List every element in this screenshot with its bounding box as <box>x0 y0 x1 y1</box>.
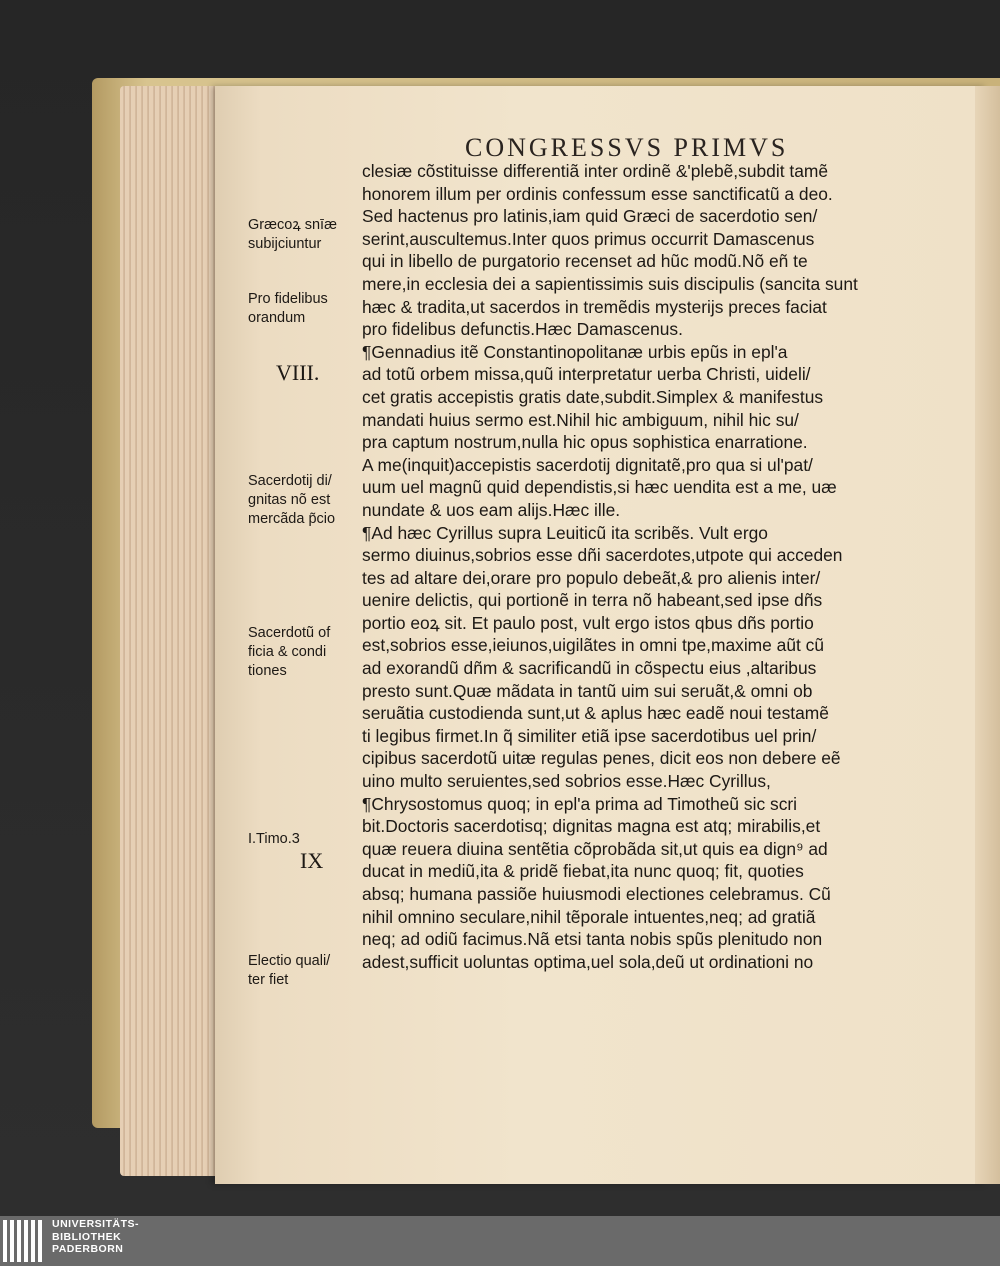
text-line: quæ reuera diuina sentẽtia cõprobãda sit,ut quis ea dign⁹ ad <box>362 838 828 859</box>
text-line: ¶Gennadius itẽ Constantinopolitanæ urbis epũs in epl'a <box>362 341 788 362</box>
text-line: pra captum nostrum,nulla hic opus sophistica enarratione. <box>362 432 808 453</box>
text-line: serint,auscultemus.Inter quos primus occurrit Damascenus <box>362 228 815 249</box>
chapter-number: VIII. <box>276 360 320 385</box>
page-edges <box>120 86 230 1176</box>
text-line: neq; ad odiũ facimus.Nã etsi tanta nobis spũs plenitudo non <box>362 929 823 950</box>
text-line: hæc & tradita,ut sacerdos in tremẽdis mysterijs preces faciat <box>362 296 827 317</box>
text-line: bit.Doctoris sacerdotisq; dignitas magna est atq; mirabilis,et <box>362 816 821 837</box>
text-line: nundate & uos eam alijs.Hæc ille. <box>362 499 621 520</box>
text-line: adest,sufficit uoluntas optima,uel sola,deũ ut ordinationi no <box>362 951 814 972</box>
text-line: presto sunt.Quæ mãdata in tantũ uim sui seruãt,& omni ob <box>362 680 813 701</box>
text-line: uino multo seruientes,sed sobrios esse.Hæc Cyrillus, <box>362 771 771 792</box>
margin-note: Sacerdotũ of ficia & condi tiones <box>248 625 331 679</box>
chapter-number: IX <box>300 848 324 873</box>
margin-note: Sacerdotij di/ gnitas nõ est mercãda p̃cio <box>248 473 336 527</box>
text-line: mandati huius sermo est.Nihil hic ambiguum, nihil hic su/ <box>362 409 799 430</box>
margin-note: Electio quali/ ter fiet <box>248 953 331 988</box>
text-line: ¶Chrysostomus quoq; in epl'a prima ad Timotheũ sic scri <box>362 793 798 814</box>
text-line: uenire delictis, qui portionẽ in terra nõ habeant,sed ipse dñs <box>362 590 823 611</box>
text-line: seruãtia custodienda sunt,ut & aplus hæc eadẽ noui testamẽ <box>362 703 829 724</box>
text-line: pro fidelibus defunctis.Hæc Damascenus. <box>362 319 683 340</box>
text-line: uum uel magnũ quid dependistis,si hæc uendita est a me, uæ <box>362 477 837 498</box>
text-line: ad totũ orbem missa,quũ interpretatur uerba Christi, uideli/ <box>362 364 811 385</box>
text-line: ¶Ad hæc Cyrillus supra Leuiticũ ita scribẽs. Vult ergo <box>362 522 768 543</box>
right-page-edge <box>975 86 1000 1184</box>
footer-bar <box>0 1216 1000 1266</box>
text-line: absq; humana passiõe huiusmodi electiones celebramus. Cũ <box>362 884 831 904</box>
text-line: est,sobrios esse,ieiunos,uigilãtes in omni tpe,maxime aũt cũ <box>362 635 825 656</box>
text-line: mere,in ecclesia dei a sapientissimis suis discipulis (sancita sunt <box>362 273 858 294</box>
main-text-block <box>362 160 910 973</box>
margin-note: Græcoꝝ snīæ subijciuntur <box>248 217 337 252</box>
text-line: clesiæ cõstituisse differentiã inter ordinẽ &'plebẽ,subdit tamẽ <box>362 161 829 181</box>
text-line: A me(inquit)accepistis sacerdotij dignitatẽ,pro qua si ul'pat/ <box>362 454 813 475</box>
text-line: Sed hactenus pro latinis,iam quid Græci de sacerdotio sen/ <box>362 206 818 227</box>
running-head: CONGRESSVS PRIMVS <box>465 133 789 162</box>
text-line: ducat in mediũ,ita & pridẽ fiebat,ita nunc quoq; fit, quoties <box>362 861 804 882</box>
text-line: sermo diuinus,sobrios esse dñi sacerdotes,utpote qui acceden <box>362 545 843 566</box>
library-name: UNIVERSITÄTS- BIBLIOTHEK PADERBORN <box>52 1218 140 1255</box>
text-line: cet gratis accepistis gratis date,subdit.Simplex & manifestus <box>362 386 824 407</box>
text-line: tes ad altare dei,orare pro populo debeãt,& pro alienis inter/ <box>362 567 821 588</box>
text-line: portio eoꝝ sit. Et paulo post, vult ergo istos qbus dñs portio <box>362 612 814 633</box>
text-line: nihil omnino seculare,nihil tẽporale intuentes,neq; ad gratiã <box>362 906 816 927</box>
margin-note: Pro fidelibus orandum <box>248 291 328 326</box>
text-line: ti legibus firmet.In q̃ similiter etiã ipse sacerdotibus uel prin/ <box>362 725 817 746</box>
text-line: honorem illum per ordinis confessum esse sanctificatũ a deo. <box>362 183 833 204</box>
library-logo-icon <box>0 1216 44 1266</box>
text-line: ad exorandũ dñm & sacrificandũ in cõspectu eius ,altaribus <box>362 658 817 679</box>
text-line: qui in libello de purgatorio recenset ad hũc modũ.Nõ eñ te <box>362 251 808 272</box>
text-line: cipibus sacerdotũ uitæ regulas penes, dicit eos non debere eẽ <box>362 748 841 769</box>
margin-note: I.Timo.3 <box>248 831 300 847</box>
